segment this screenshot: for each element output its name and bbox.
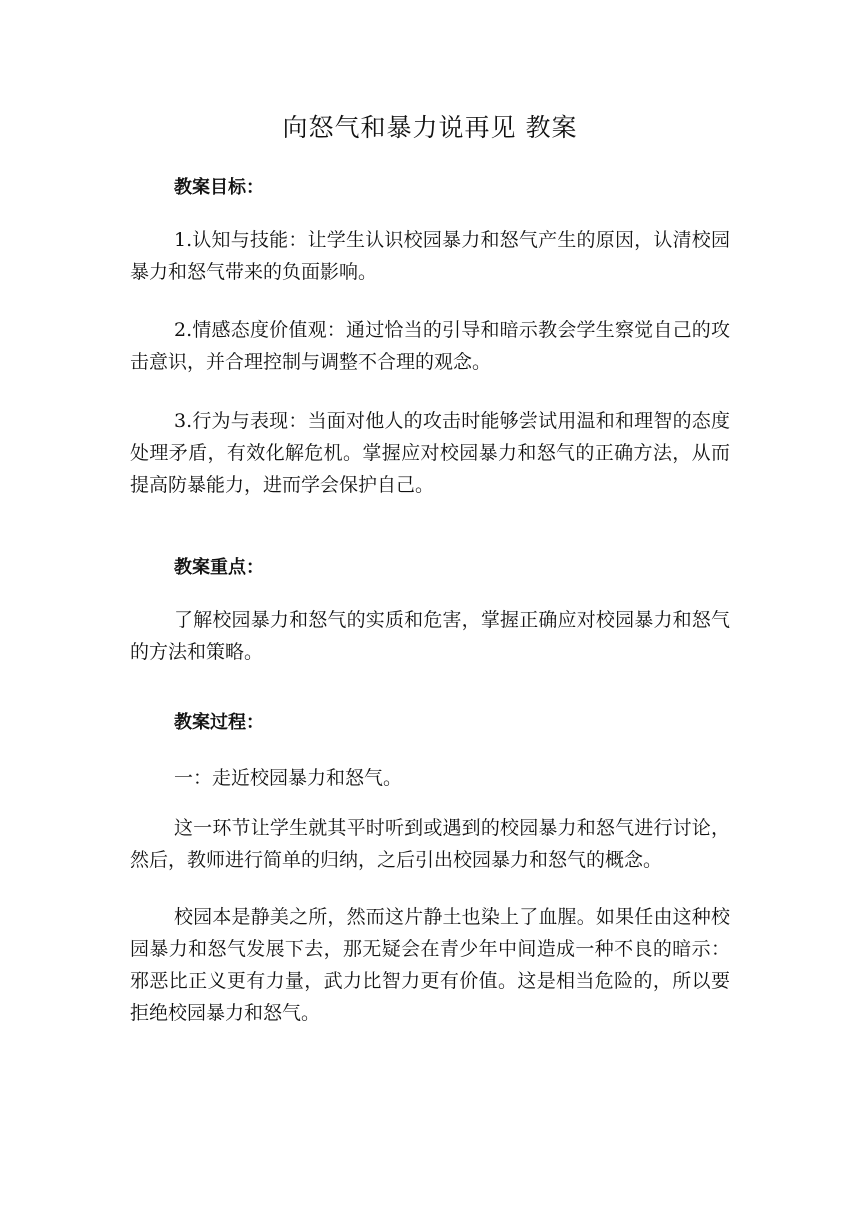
section-heading-process: 教案过程： [174,712,264,733]
paragraph-process-warning: 校园本是静美之所，然而这片静土也染上了血腥。如果任由这种校园暴力和怒气发展下去，那无疑会在青少年中间造成一种不良的暗示：邪恶比正义更有力量，武力比智力更有价值。这是相当危险的，所以要拒绝校园暴力和怒气。 [130,906,730,1024]
section-heading-objectives: 教案目标： [174,177,264,198]
section-heading-key-points: 教案重点： [174,557,264,578]
paragraph-key-points: 了解校园暴力和怒气的实质和危害，掌握正确应对校园暴力和怒气的方法和策略。 [130,609,730,663]
paragraph-process-discussion: 这一环节让学生就其平时听到或遇到的校园暴力和怒气进行讨论，然后，教师进行简单的归纳，之后引出校园暴力和怒气的概念。 [130,817,730,871]
paragraph-objective-3: 3.行为与表现：当面对他人的攻击时能够尝试用温和和理智的态度处理矛盾，有效化解危机。掌握应对校园暴力和怒气的正确方法，从而提高防暴能力，进而学会保护自己。 [130,410,730,496]
document-title: 向怒气和暴力说再见 教案 [282,113,578,142]
paragraph-objective-2: 2.情感态度价值观：通过恰当的引导和暗示教会学生察觉自己的攻击意识，并合理控制与调整不合理的观念。 [130,319,730,373]
paragraph-objective-1: 1.认知与技能：让学生认识校园暴力和怒气产生的原因，认清校园暴力和怒气带来的负面影响。 [130,229,730,283]
paragraph-process-step-1: 一：走近校园暴力和怒气。 [174,767,403,789]
